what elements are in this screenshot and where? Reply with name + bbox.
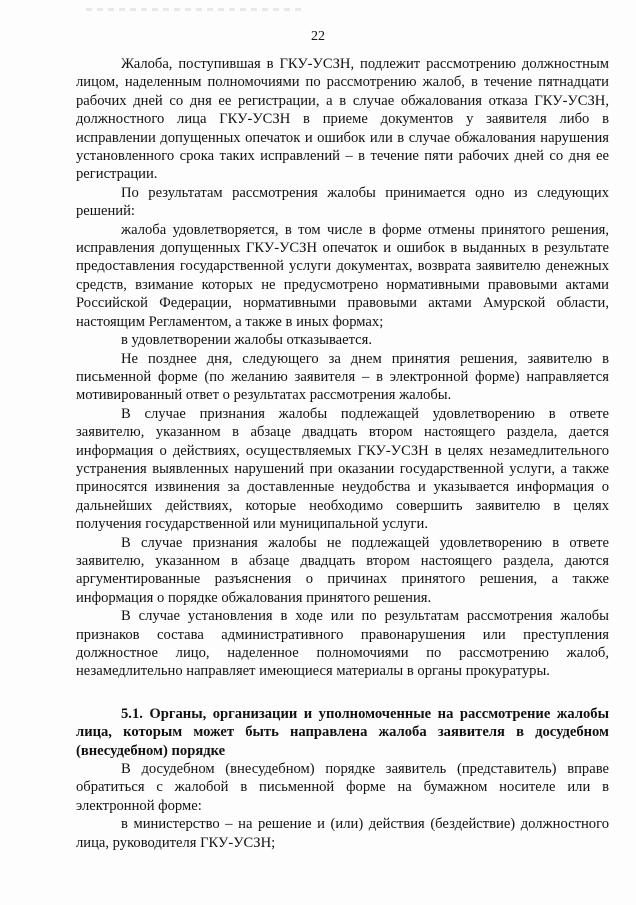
paragraph-ministry-appeal: в министерство – на решение и (или) действия (бездействие) должностного лица, руководителя ГКУ-УСЗН; bbox=[76, 816, 609, 851]
paragraph-refused-response-info: В случае признания жалобы не подлежащей удовлетворению в ответе заявителю, указанном в абзаце двадцать втором настоящего раздела, даются аргументированные разъяснения о причинах принятого решения, а также информация о порядке обжалования принятого решения. bbox=[76, 534, 609, 606]
paragraph-complaint-refused: в удовлетворении жалобы отказывается. bbox=[121, 332, 373, 349]
paragraph-pretrial-appeal: В досудебном (внесудебном) порядке заявитель (представитель) вправе обратиться с жалобой в письменной форме на бумажном носителе или в электронной форме: bbox=[76, 761, 609, 814]
paragraph-prosecutor-referral: В случае установления в ходе или по результатам рассмотрения жалобы признаков состава административного правонарушения или преступления должностное лицо, наделенное полномочиями по рассмотрению жалоб, незамедлительно направляет имеющиеся материалы в органы прокуратуры. bbox=[76, 608, 609, 680]
paragraph-satisfied-response-info: В случае признания жалобы подлежащей удовлетворению в ответе заявителю, указанном в абзаце двадцать втором настоящего раздела, дается информация о действиях, осуществляемых ГКУ-УСЗН в целях незамедлительного устранения выявленных нарушений при оказании государственной услуги, а также приносятся извинения за доставленные неудобства и указывается информация о дальнейших действиях, которые необходимо совершить заявителю в целях получения государственной или муниципальной услуги. bbox=[76, 405, 609, 533]
paragraph-complaint-satisfied: жалоба удовлетворяется, в том числе в форме отмены принятого решения, исправления допущенных ГКУ-УСЗН опечаток и ошибок в выданных в результате предоставления государственной услуги документах, возврата заявителю денежных средств, взимание которых не предусмотрено нормативными правовыми актами Российской Федерации, нормативными правовыми актами Амурской области, настоящим Регламентом, а также в иных формах; bbox=[76, 221, 609, 330]
document-body bbox=[76, 55, 609, 852]
page-number: 22 bbox=[311, 29, 325, 44]
scan-artifact bbox=[86, 8, 306, 11]
paragraph-reasoned-response: Не позднее дня, следующего за днем принятия решения, заявителю в письменной форме (по желанию заявителя – в электронной форме) направляется мотивированный ответ о результатах рассмотрения жалобы. bbox=[76, 350, 609, 404]
section-heading: 5.1. Органы, организации и уполномоченные на рассмотрение жалобы лица, которым может быть направлена жалоба заявителя в досудебном (внесудебном) порядке bbox=[76, 705, 609, 759]
paragraph-review-decisions: По результатам рассмотрения жалобы принимается одно из следующих решений: bbox=[76, 184, 609, 220]
paragraph-complaint-review-period: Жалоба, поступившая в ГКУ-УСЗН, подлежит рассмотрению должностным лицом, наделенным полномочиями по рассмотрению жалоб, в течение пятнадцати рабочих дней со дня ее регистрации, а в случае обжалования отказа ГКУ-УСЗН, должностного лица ГКУ-УСЗН в приеме документов у заявителя либо в исправлении допущенных опечаток и ошибок или в случае обжалования нарушения установленного срока таких исправлений – в течение пяти рабочих дней со дня ее регистрации. bbox=[76, 56, 609, 183]
